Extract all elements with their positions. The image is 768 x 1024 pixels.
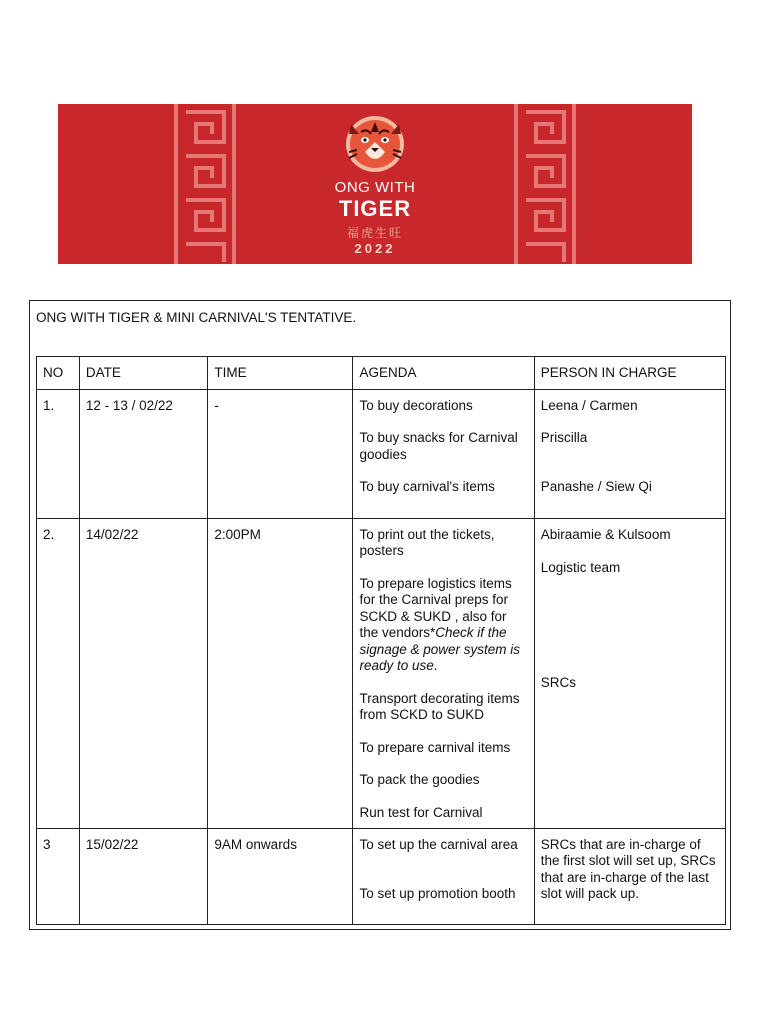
cell-date: 12 - 13 / 02/22 [79, 389, 208, 518]
tiger-logo [325, 110, 425, 260]
agenda-item: To set up the carnival area [359, 836, 518, 852]
agenda-item-text: To prepare logistics items for the Carnival preps for SCKD & SUKD , also for the vendors* [359, 575, 512, 640]
table-row [37, 828, 726, 924]
agenda-table [36, 356, 726, 925]
banner-line2: TIGER [338, 196, 412, 221]
pic-item: SRCs that are in-charge of the first slot will set up, SRCs that are in-charge of the last slot will pack up. [540, 836, 716, 901]
cell-time: - [208, 389, 353, 518]
cell-date: 14/02/22 [79, 518, 208, 828]
agenda-item-note: Check if the signage & power system is ready to use [359, 625, 521, 673]
table-row [37, 518, 726, 828]
pic-item: Abiraamie & Kulsoom [540, 526, 671, 542]
agenda-item: To prepare logistics items for the Carnival preps for SCKD & SUKD , also for the vendors*Check if the signage & power system is ready to use. [359, 575, 521, 673]
cell-person-in-charge [534, 828, 725, 924]
pic-item: SRCs [540, 674, 577, 690]
cell-person-in-charge [534, 389, 725, 518]
cell-person-in-charge [534, 518, 725, 828]
agenda-item: To buy carnival's items [359, 479, 495, 494]
tiger-face-icon [335, 110, 415, 174]
pic-item: Panashe / Siew Qi [540, 478, 652, 494]
cell-time: 2:00PM [208, 518, 353, 828]
cell-time: 9AM onwards [208, 828, 353, 924]
cell-no: 2. [37, 518, 80, 828]
header-time: TIME [208, 357, 353, 390]
pic-item: Logistic team [540, 559, 621, 575]
cell-no: 1. [37, 389, 80, 518]
agenda-item: Run test for Carnival [359, 804, 483, 820]
cell-date: 15/02/22 [79, 828, 208, 924]
agenda-item: To prepare carnival items [359, 739, 511, 755]
agenda-item: To set up promotion booth [359, 885, 516, 901]
cell-agenda [353, 518, 534, 828]
document-heading: ONG WITH TIGER & MINI CARNIVAL'S TENTATIVE. [36, 310, 357, 325]
header-no: NO [37, 357, 80, 390]
document-frame [29, 300, 731, 930]
cell-agenda [353, 389, 534, 518]
table-row [37, 389, 726, 518]
header-person-in-charge: PERSON IN CHARGE [534, 357, 725, 390]
agenda-item: To pack the goodies [359, 772, 480, 787]
header-agenda: AGENDA [353, 357, 534, 390]
pic-item: Leena / Carmen [540, 397, 638, 413]
banner-year: 2022 [354, 241, 396, 256]
cell-agenda [353, 828, 534, 924]
banner-line1: ONG WITH [334, 179, 416, 196]
agenda-item: To buy snacks for Carnival goodies [359, 430, 518, 462]
banner-chinese: 福虎生旺 [346, 226, 403, 240]
pic-item: Priscilla [540, 430, 588, 445]
cell-no: 3 [37, 828, 80, 924]
header-date: DATE [79, 357, 208, 390]
agenda-item: Transport decorating items from SCKD to SUKD [359, 690, 520, 722]
header-banner [58, 104, 692, 264]
agenda-item: To buy decorations [359, 397, 473, 413]
table-header-row [37, 357, 726, 390]
agenda-item: To print out the tickets, posters [359, 526, 495, 558]
